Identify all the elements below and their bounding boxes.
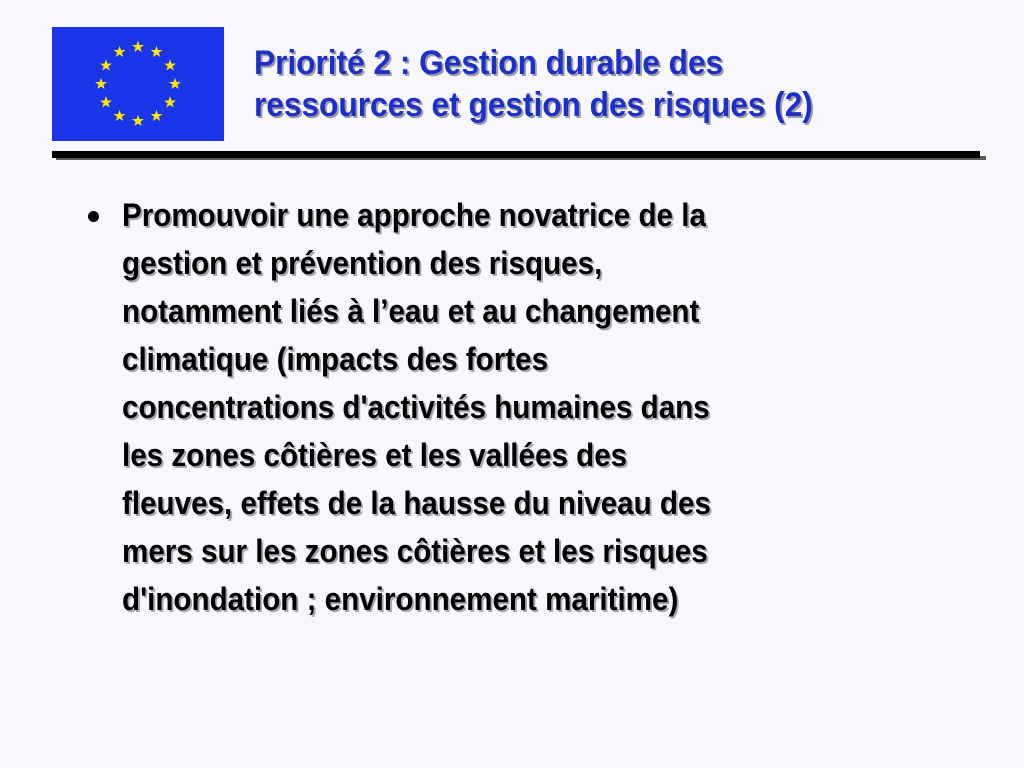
bullet-line: fleuves, effets de la hausse du niveau des <box>122 485 711 521</box>
star-icon <box>114 46 126 57</box>
bullet-item <box>86 191 966 623</box>
bullet-line: climatique (impacts des fortes <box>122 341 549 377</box>
eu-stars-icon <box>52 27 224 141</box>
star-icon <box>100 59 112 70</box>
eu-flag-logo <box>52 27 224 141</box>
title-divider <box>52 151 980 158</box>
bullet-line: Promouvoir une approche novatrice de la <box>122 197 706 233</box>
star-icon <box>151 46 163 57</box>
slide-title <box>254 42 942 126</box>
bullet-line: les zones côtières et les vallées des <box>122 437 628 473</box>
star-icon <box>151 110 163 121</box>
title-line-1: Priorité 2 : Gestion durable des <box>254 44 724 82</box>
bullet-line: d'inondation ; environnement maritime) <box>122 581 679 617</box>
title-line-2: ressources et gestion des risques (2) <box>254 86 813 124</box>
star-icon <box>164 59 176 70</box>
bullet-line: concentrations d'activités humaines dans <box>122 389 710 425</box>
star-icon <box>132 115 144 126</box>
star-icon <box>95 78 107 89</box>
star-icon <box>100 96 112 107</box>
star-icon <box>132 41 144 52</box>
bullet-dot-icon <box>88 211 99 222</box>
bullet-list <box>86 191 966 623</box>
bullet-line: mers sur les zones côtières et les risques <box>122 533 708 569</box>
bullet-line: gestion et prévention des risques, <box>122 245 603 281</box>
star-icon <box>114 110 126 121</box>
star-icon <box>169 78 181 89</box>
star-icon <box>164 96 176 107</box>
bullet-line: notamment liés à l’eau et au changement <box>122 293 700 329</box>
bullet-text <box>122 191 955 623</box>
